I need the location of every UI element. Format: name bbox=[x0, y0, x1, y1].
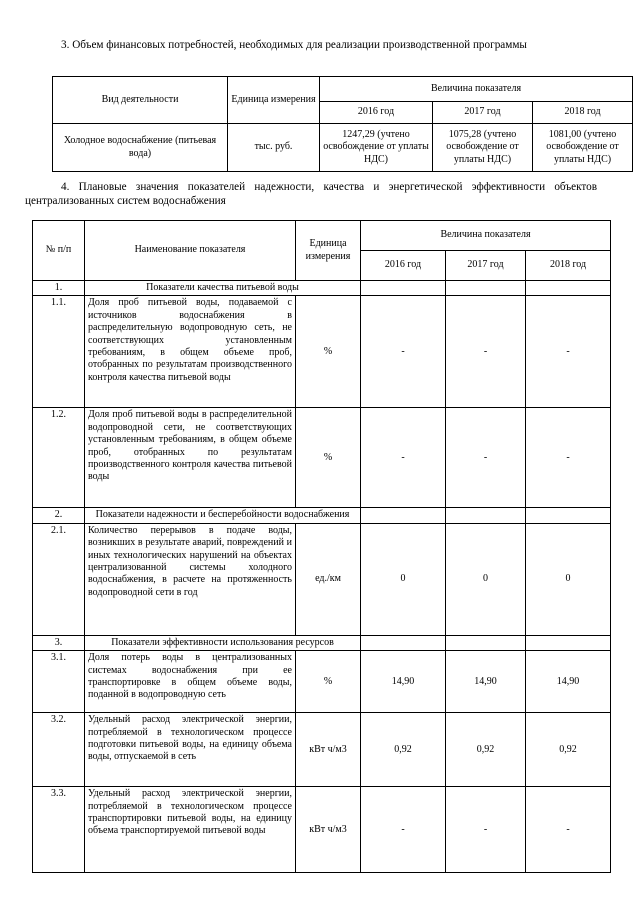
header-year: 2017 год bbox=[446, 251, 526, 281]
header-unit: Единица измерения bbox=[228, 77, 320, 124]
header-year: 2018 год bbox=[533, 102, 633, 124]
table-row bbox=[33, 651, 611, 713]
table-row bbox=[33, 787, 611, 873]
header-year: 2016 год bbox=[361, 251, 446, 281]
indicators-table bbox=[32, 220, 611, 873]
row-unit: кВт ч/м3 bbox=[296, 713, 361, 787]
header-value: Величина показателя bbox=[320, 77, 633, 102]
header-year: 2018 год bbox=[526, 251, 611, 281]
group-title: Показатели качества питьевой воды bbox=[85, 281, 361, 296]
row-num: 3.2. bbox=[33, 713, 85, 787]
row-value: - bbox=[526, 408, 611, 508]
row-value: - bbox=[446, 787, 526, 873]
row-value: - bbox=[446, 296, 526, 408]
table-row bbox=[33, 408, 611, 508]
header-year: 2017 год bbox=[433, 102, 533, 124]
row-name: Количество перерывов в подаче воды, возникших в результате аварий, повреждений и иных технологических нарушений на объектах централизованной системы холодного водоснабжения, в расчете на протяженность водопроводной сети в год bbox=[85, 523, 296, 635]
row-value: - bbox=[361, 408, 446, 508]
section3-heading: 3. Объем финансовых потребностей, необходимых для реализации производственной программы bbox=[61, 39, 527, 51]
value-cell: 1075,28 (учтено освобождение от уплаты НДС) bbox=[433, 124, 533, 172]
row-unit: ед./км bbox=[296, 523, 361, 635]
row-num: 1.2. bbox=[33, 408, 85, 508]
row-value: 0 bbox=[446, 523, 526, 635]
row-name: Доля проб питьевой воды, подаваемой с источников водоснабжения в распределительную водопроводную сеть, не соответствующих установленным требованиям, в общем объеме проб, отобранных по результатам производственного контроля качества питьевой воды bbox=[85, 296, 296, 408]
group-row bbox=[33, 635, 611, 650]
row-unit: % bbox=[296, 296, 361, 408]
row-name: Удельный расход электрической энергии, потребляемой в технологическом процессе подготовки питьевой воды, на единицу объема воды, отпускаемой в сеть bbox=[85, 713, 296, 787]
row-num: 3.1. bbox=[33, 651, 85, 713]
row-value: 0 bbox=[361, 523, 446, 635]
row-num: 2.1. bbox=[33, 523, 85, 635]
value-cell: 1081,00 (учтено освобождение от уплаты НДС) bbox=[533, 124, 633, 172]
group-title: Показатели надежности и бесперебойности водоснабжения bbox=[85, 508, 361, 523]
row-value: 14,90 bbox=[526, 651, 611, 713]
row-value: 0,92 bbox=[361, 713, 446, 787]
header-unit: Единица измерения bbox=[296, 221, 361, 281]
row-value: - bbox=[526, 787, 611, 873]
row-num: 3.3. bbox=[33, 787, 85, 873]
activity-cell: Холодное водоснабжение (питьевая вода) bbox=[53, 124, 228, 172]
finance-table bbox=[52, 76, 633, 172]
unit-cell: тыс. руб. bbox=[228, 124, 320, 172]
row-value: - bbox=[526, 296, 611, 408]
header-num: № п/п bbox=[33, 221, 85, 281]
row-unit: кВт ч/м3 bbox=[296, 787, 361, 873]
section4-heading: 4. Плановые значения показателей надежности, качества и энергетической эффективности объектов централизованных систем водоснабжения bbox=[25, 181, 597, 207]
row-unit: % bbox=[296, 408, 361, 508]
group-num: 2. bbox=[33, 508, 85, 523]
header-value: Величина показателя bbox=[361, 221, 611, 251]
header-activity: Вид деятельности bbox=[53, 77, 228, 124]
row-value: 14,90 bbox=[446, 651, 526, 713]
table-row bbox=[33, 523, 611, 635]
row-value: - bbox=[446, 408, 526, 508]
header-year: 2016 год bbox=[320, 102, 433, 124]
row-value: 0,92 bbox=[446, 713, 526, 787]
group-row bbox=[33, 281, 611, 296]
table-row bbox=[33, 296, 611, 408]
group-num: 1. bbox=[33, 281, 85, 296]
row-name: Доля потерь воды в централизованных системах водоснабжения при ее транспортировке в общем объеме воды, поданной в водопроводную сеть bbox=[85, 651, 296, 713]
value-cell: 1247,29 (учтено освобождение от уплаты НДС) bbox=[320, 124, 433, 172]
header-name: Наименование показателя bbox=[85, 221, 296, 281]
row-value: 0,92 bbox=[526, 713, 611, 787]
row-value: 0 bbox=[526, 523, 611, 635]
row-num: 1.1. bbox=[33, 296, 85, 408]
group-row bbox=[33, 508, 611, 523]
row-value: - bbox=[361, 296, 446, 408]
row-name: Удельный расход электрической энергии, потребляемой в технологическом процессе транспортировки питьевой воды, на единицу объема транспортируемой питьевой воды bbox=[85, 787, 296, 873]
table-row bbox=[33, 713, 611, 787]
row-value: - bbox=[361, 787, 446, 873]
row-name: Доля проб питьевой воды в распределительной водопроводной сети, не соответствующих установленным требованиям, в общем объеме проб, отобранных по результатам производственного контроля качества питьевой воды bbox=[85, 408, 296, 508]
row-unit: % bbox=[296, 651, 361, 713]
row-value: 14,90 bbox=[361, 651, 446, 713]
group-title: Показатели эффективности использования ресурсов bbox=[85, 635, 361, 650]
group-num: 3. bbox=[33, 635, 85, 650]
